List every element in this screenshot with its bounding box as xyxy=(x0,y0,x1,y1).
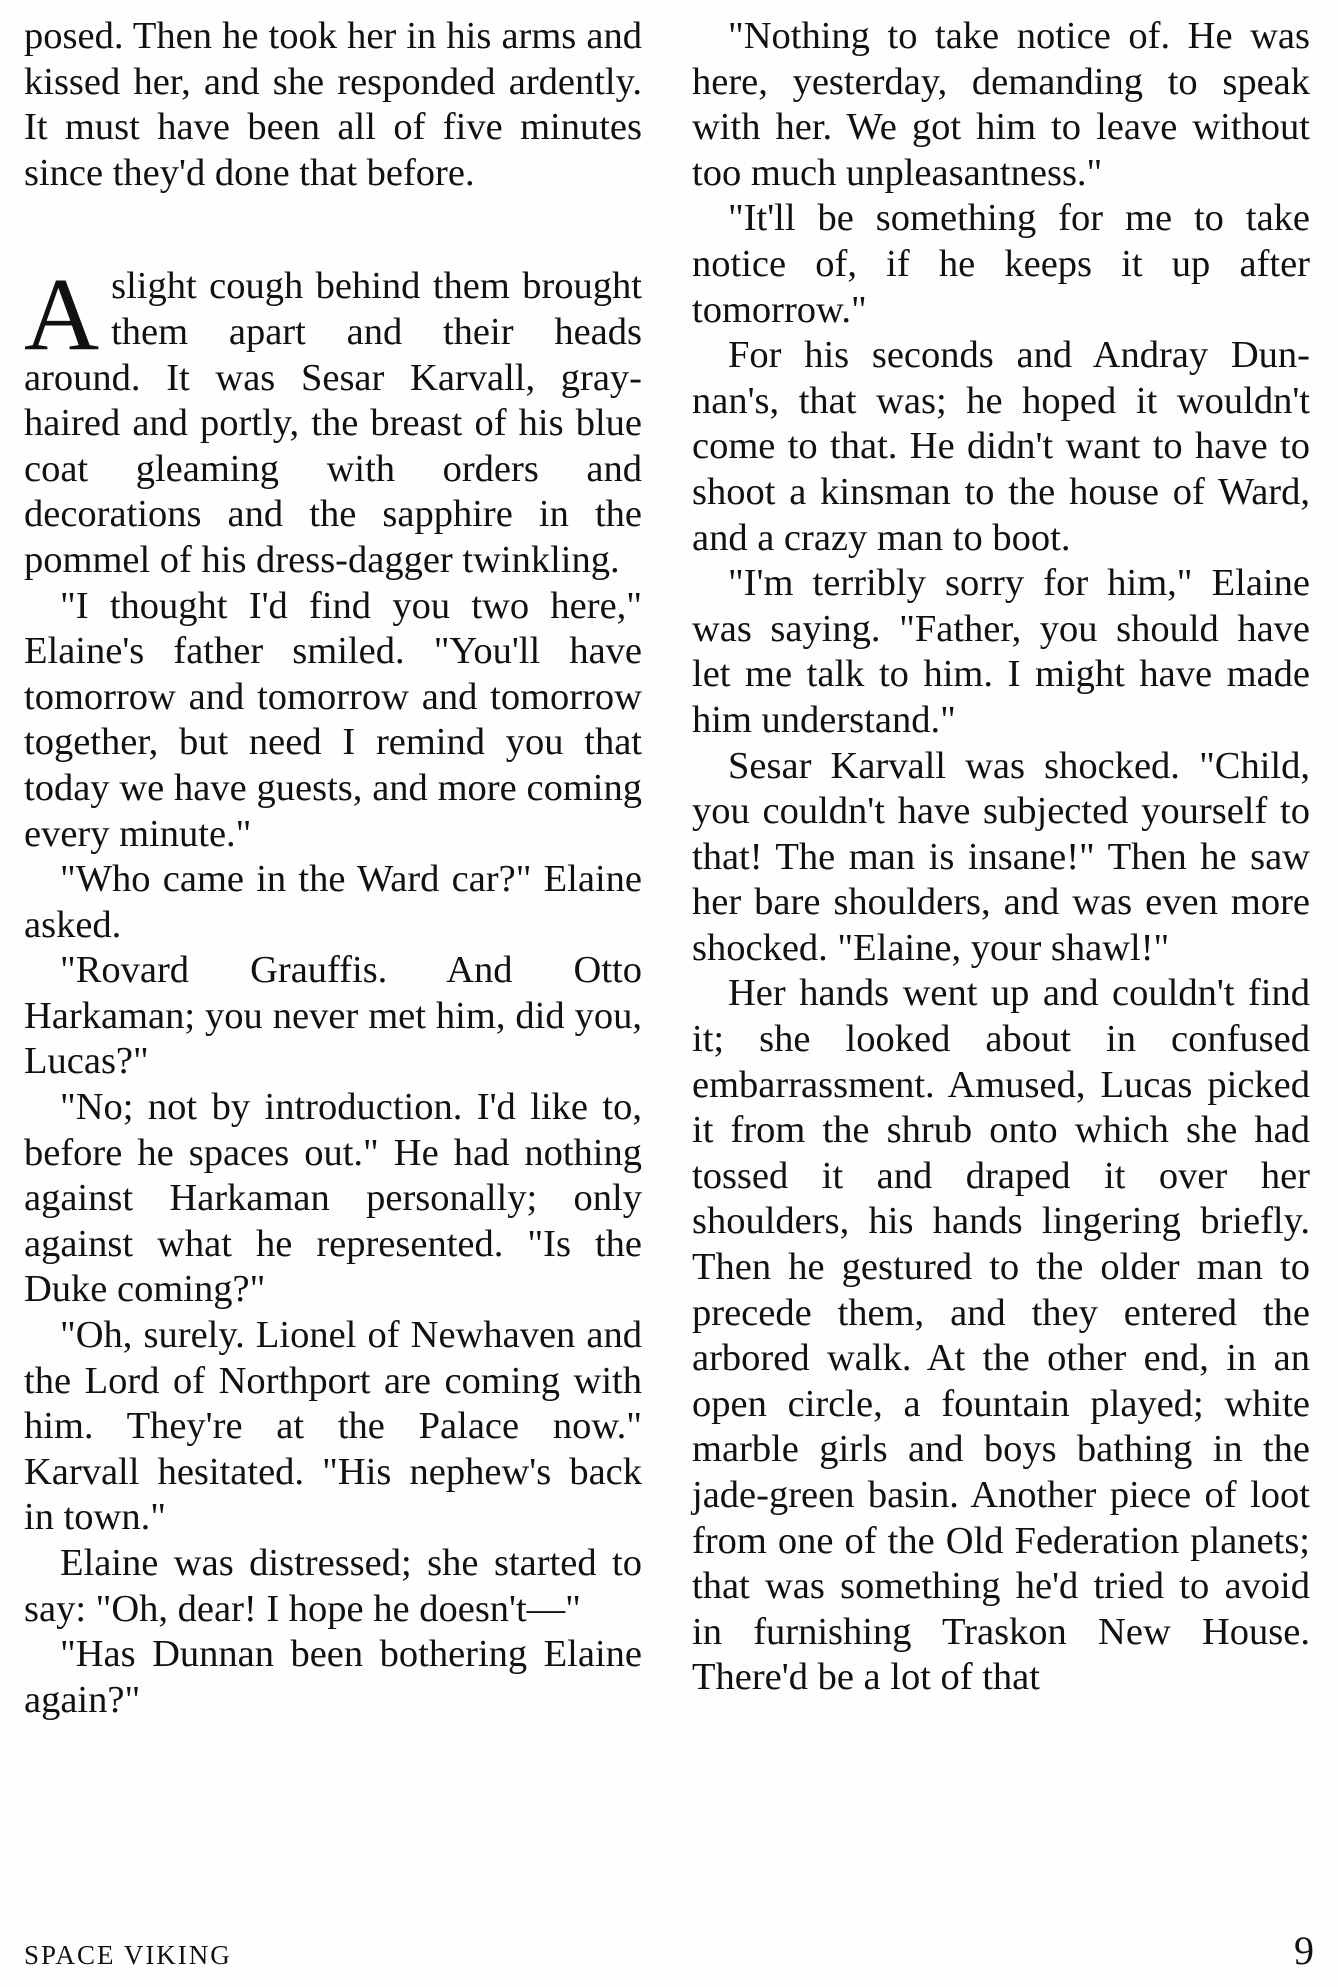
paragraph: "I'm terribly sorry for him," Elaine was saying. "Father, you should have let me talk to him. I might have made him understand." xyxy=(692,562,1310,741)
paragraph: Her hands went up and couldn't find it; she looked about in confused embarrassment. Amused, Lucas picked it from the shrub onto which she had tossed it and draped it over her shoulders, his hands lingering briefly. Then he gestured to the older man to precede them, and they entered the arbored walk. At the other end, in an open circle, a fountain played; white marble girls and boys bathing in the jade-green basin. Another piece of loot from one of the Old Federation planets; that was something he'd tried to avoid in furnishing Traskon New House. There'd be a lot of that xyxy=(692,972,1310,1699)
left-column xyxy=(24,14,642,1723)
paragraph: "Who came in the Ward car?" Elaine asked. xyxy=(24,858,642,946)
page-footer xyxy=(24,1927,1314,1977)
paragraph: "Rovard Grauffis. And Otto Harkaman; you never met him, did you, Lucas?" xyxy=(24,949,642,1083)
paragraph: posed. Then he took her in his arms and kissed her, and she responded ardently. It must have been all of five minutes since they'd done that before. xyxy=(24,15,642,194)
paragraph: For his seconds and Andray Dunnan's, that was; he hoped it wouldn't come to that. He didn't want to have to shoot a kinsman to the house of Ward, and a crazy man to boot. xyxy=(692,334,1310,559)
running-head: SPACE VIKING xyxy=(24,1940,232,1970)
paragraph: "No; not by introduction. I'd like to, before he spaces out." He had nothing against Harkaman personally; only against what he represented. "Is the Duke coming?" xyxy=(24,1086,642,1311)
paragraph: "Nothing to take notice of. He was here, yesterday, demanding to speak with her. We got him to leave without too much unpleasantness." xyxy=(692,15,1310,194)
paragraph-with-drop-cap xyxy=(24,257,642,583)
paragraph: Sesar Karvall was shocked. "Child, you couldn't have subjected yourself to that! The man is insane!" Then he saw her bare shoulders, and was even more shocked. "Elaine, your shawl!" xyxy=(692,744,1310,969)
section-break xyxy=(24,196,642,264)
paragraph: "I thought I'd find you two here," Elaine's father smiled. "You'll have tomorrow and tomorrow and tomorrow together, but need I remind you that today we have guests, and more coming every minute." xyxy=(24,584,642,855)
paragraph: Elaine was distressed; she started to say: "Oh, dear! I hope he doesn't—" xyxy=(24,1542,642,1630)
paragraph-text: slight cough behind them brought them apart and their heads around. It was Sesar Karvall, gray-haired and portly, the breast of his blue coat gleaming with orders and decorations and the sapphire in the pommel of his dress-dagger twinkling. xyxy=(24,265,642,581)
right-column xyxy=(692,14,1310,1701)
paragraph: "It'll be something for me to take notice of, if he keeps it up after tomorrow." xyxy=(692,197,1310,331)
drop-cap: A xyxy=(24,257,100,373)
page-number: 9 xyxy=(1294,1928,1314,1973)
paragraph: "Oh, surely. Lionel of Newhaven and the Lord of Northport are coming with him. They're at the Palace now." Karvall hesitated. "His nephew's back in town." xyxy=(24,1314,642,1539)
paragraph: "Has Dunnan been bothering Elaine again?" xyxy=(24,1633,642,1721)
